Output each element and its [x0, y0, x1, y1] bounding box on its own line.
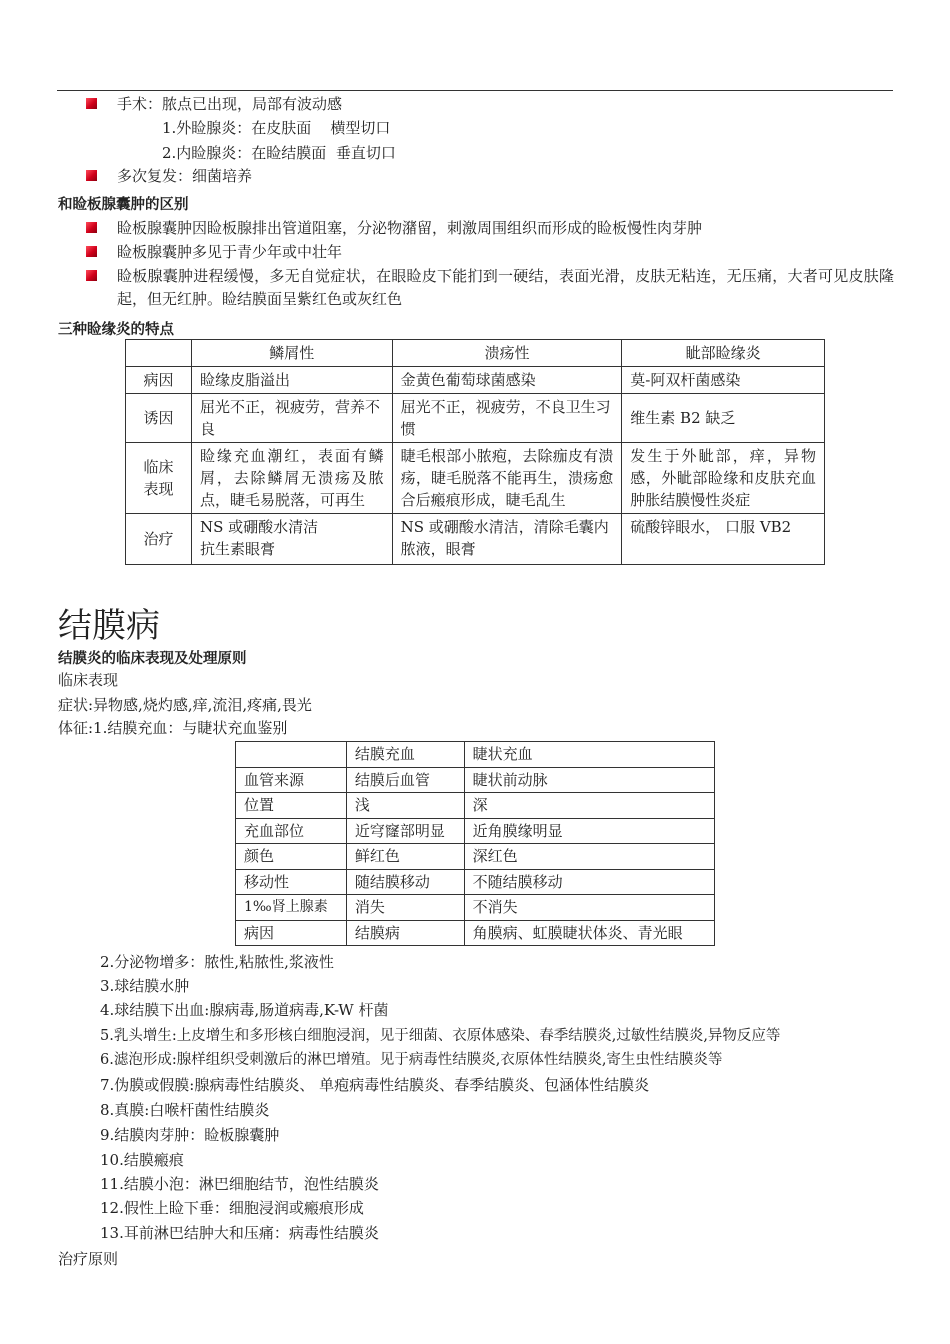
table-cell: 位置 — [236, 793, 347, 819]
table-cell: 消失 — [346, 895, 464, 921]
table-cell: 充血部位 — [236, 818, 347, 844]
list-item: 7.伪膜或假膜:腺病毒性结膜炎、 单疱病毒性结膜炎、春季结膜炎、包涵体性结膜炎 — [100, 1076, 650, 1094]
table-row — [236, 920, 715, 946]
table-cell: 浅 — [346, 793, 464, 819]
label-symptoms: 症状:异物感,烧灼感,痒,流泪,疼痛,畏光 — [58, 696, 312, 714]
page-title: 结膜病 — [58, 606, 160, 646]
table-cell: 近角膜缘明显 — [464, 818, 714, 844]
label-treatment: 治疗原则 — [58, 1250, 119, 1268]
heading-chalazion-diff: 和睑板腺囊肿的区别 — [58, 197, 189, 213]
table-cell: 发生于外眦部，痒，异物感，外眦部睑缘和皮肤充血肿胀结膜慢性炎症 — [622, 443, 825, 514]
bullet-icon — [86, 98, 97, 109]
list-item: 2.分泌物增多：脓性,粘脓性,浆液性 — [100, 953, 334, 971]
list-item: 10.结膜瘢痕 — [100, 1151, 184, 1169]
table-cell: 颜色 — [236, 844, 347, 870]
table-cell: 角膜病、虹膜睫状体炎、青光眼 — [464, 920, 714, 946]
table-cell: 睑缘皮脂溢出 — [191, 367, 392, 394]
table-cell: 移动性 — [236, 869, 347, 895]
heading-conjunctivitis: 结膜炎的临床表现及处理原则 — [58, 651, 247, 667]
table-header-row — [126, 340, 825, 367]
top-rule — [57, 90, 893, 91]
bullet-item-surgery: 手术：脓点已出现，局部有波动感 — [86, 93, 342, 116]
table-cell: 病因 — [126, 367, 192, 394]
list-item: 6.滤泡形成:腺样组织受刺激后的淋巴增殖。见于病毒性结膜炎,衣原体性结膜炎,寄生虫性结膜炎等 — [100, 1052, 723, 1068]
table-row — [126, 394, 825, 443]
table-row — [236, 844, 715, 870]
list-item: 12.假性上睑下垂：细胞浸润或瘢痕形成 — [100, 1199, 364, 1217]
table-header-cell: 眦部睑缘炎 — [622, 340, 825, 367]
table-cell: 血管来源 — [236, 767, 347, 793]
list-item: 11.结膜小泡：淋巴细胞结节，泡性结膜炎 — [100, 1175, 379, 1193]
table-cell: 结膜病 — [346, 920, 464, 946]
hyperemia-table — [235, 741, 715, 946]
table-cell: 治疗 — [126, 514, 192, 565]
table-cell: 深 — [464, 793, 714, 819]
heading-blepharitis: 三种睑缘炎的特点 — [58, 322, 174, 338]
list-item: 9.结膜肉芽肿：睑板腺囊肿 — [100, 1126, 280, 1144]
table-header-cell: 溃疡性 — [392, 340, 622, 367]
table-cell: 鲜红色 — [346, 844, 464, 870]
table-row — [126, 514, 825, 565]
table-cell: 维生素 B2 缺乏 — [622, 394, 825, 443]
table-header-row — [236, 742, 715, 768]
blepharitis-table — [125, 339, 825, 565]
table-cell: 硫酸锌眼水， 口服 VB2 — [622, 514, 825, 565]
bullet-item-chalazion-2: 睑板腺囊肿多见于青少年或中壮年 — [86, 241, 896, 264]
bullet-icon — [86, 270, 97, 281]
table-row — [126, 443, 825, 514]
table-cell: 屈光不正，视疲劳，不良卫生习惯 — [392, 394, 622, 443]
bullet-item-chalazion-3: 睑板腺囊肿进程缓慢，多无自觉症状，在眼睑皮下能扪到一硬结，表面光滑，皮肤无粘连，无压痛，大者可见皮肤隆起，但无红肿。睑结膜面呈紫红色或灰红色 — [86, 265, 894, 311]
label-clinical: 临床表现 — [58, 671, 119, 689]
table-cell: 屈光不正，视疲劳，营养不良 — [191, 394, 392, 443]
table-cell: 1‰肾上腺素 — [236, 895, 347, 921]
table-header-cell — [126, 340, 192, 367]
table-cell: 睫毛根部小脓疱，去除痂皮有溃疡，睫毛脱落不能再生，溃疡愈合后瘢痕形成，睫毛乱生 — [392, 443, 622, 514]
list-item: 8.真膜:白喉杆菌性结膜炎 — [100, 1101, 270, 1119]
table-header-cell: 睫状充血 — [464, 742, 714, 768]
label-signs: 体征:1.结膜充血：与睫状充血鉴别 — [58, 719, 288, 737]
table-row — [236, 818, 715, 844]
bullet-item-recurrence: 多次复发：细菌培养 — [86, 165, 252, 188]
table-cell: 睑缘充血潮红，表面有鳞屑，去除鳞屑无溃疡及脓点，睫毛易脱落，可再生 — [191, 443, 392, 514]
table-cell: 金黄色葡萄球菌感染 — [392, 367, 622, 394]
table-cell: 随结膜移动 — [346, 869, 464, 895]
table-cell: 病因 — [236, 920, 347, 946]
table-cell: 莫-阿双杆菌感染 — [622, 367, 825, 394]
table-cell: NS 或硼酸水清洁 抗生素眼膏 — [191, 514, 392, 565]
table-header-cell — [236, 742, 347, 768]
table-cell: NS 或硼酸水清洁，清除毛囊内脓液，眼膏 — [392, 514, 622, 565]
list-item: 4.球结膜下出血:腺病毒,肠道病毒,K-W 杆菌 — [100, 1001, 389, 1019]
bullet-icon — [86, 246, 97, 257]
table-row — [236, 793, 715, 819]
table-cell: 结膜后血管 — [346, 767, 464, 793]
list-item: 13.耳前淋巴结肿大和压痛：病毒性结膜炎 — [100, 1224, 379, 1242]
bullet-item-chalazion-1: 睑板腺囊肿因睑板腺排出管道阻塞，分泌物潴留，刺激周围组织而形成的睑板慢性肉芽肿 — [86, 217, 896, 240]
table-row — [126, 367, 825, 394]
list-item: 3.球结膜水肿 — [100, 977, 190, 995]
sub-item-internal: 2.内睑腺炎：在睑结膜面 垂直切口 — [162, 144, 396, 162]
table-cell: 诱因 — [126, 394, 192, 443]
table-cell: 临床表现 — [126, 443, 192, 514]
table-header-cell: 结膜充血 — [346, 742, 464, 768]
bullet-icon — [86, 222, 97, 233]
table-row — [236, 767, 715, 793]
table-header-cell: 鳞屑性 — [191, 340, 392, 367]
sub-item-external: 1.外睑腺炎：在皮肤面 横型切口 — [162, 119, 391, 137]
table-row — [236, 895, 715, 921]
table-cell: 睫状前动脉 — [464, 767, 714, 793]
table-cell: 深红色 — [464, 844, 714, 870]
list-item: 5.乳头增生:上皮增生和多形核白细胞浸润，见于细菌、衣原体感染、春季结膜炎,过敏性结膜炎,异物反应等 — [100, 1028, 781, 1044]
bullet-icon — [86, 170, 97, 181]
table-cell: 不随结膜移动 — [464, 869, 714, 895]
table-row — [236, 869, 715, 895]
table-cell: 不消失 — [464, 895, 714, 921]
table-cell: 近穹窿部明显 — [346, 818, 464, 844]
